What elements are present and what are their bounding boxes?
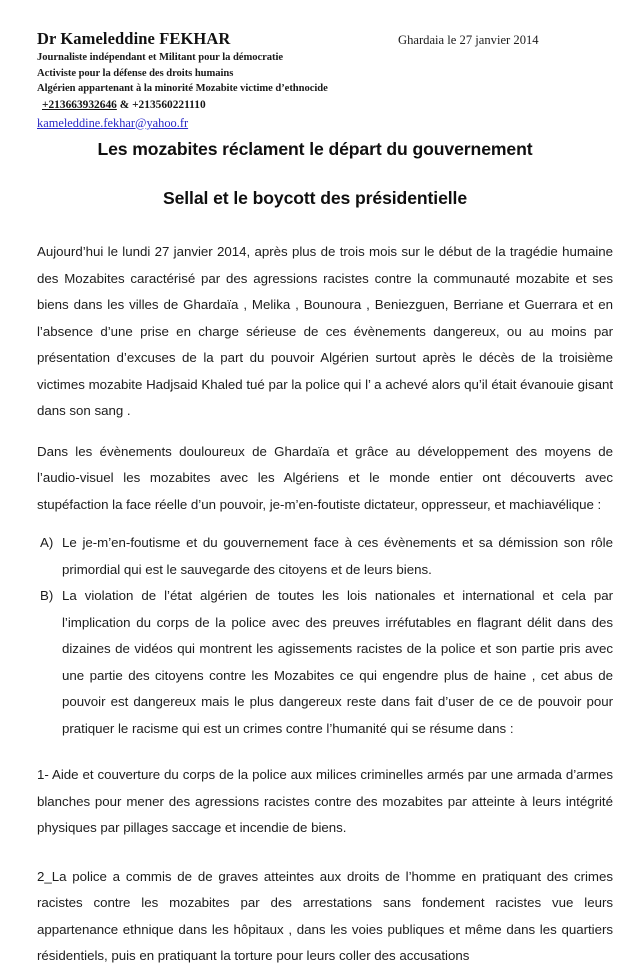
sender-phone-line bbox=[37, 97, 437, 114]
grievance-list bbox=[37, 530, 613, 742]
sender-role-journalist: Journaliste indépendant et Militant pour la démocratie bbox=[37, 52, 284, 64]
sender-role-activist: Activiste pour la défense des droits humains bbox=[37, 67, 234, 79]
phone-secondary: +213560221110 bbox=[132, 98, 206, 111]
sender-email-link[interactable]: kameleddine.fekhar@yahoo.fr bbox=[37, 115, 189, 130]
title-block bbox=[0, 139, 630, 209]
phone-separator: & bbox=[119, 98, 130, 111]
dateline: Ghardaia le 27 janvier 2014 bbox=[398, 33, 539, 47]
list-item-marker: B) bbox=[40, 588, 54, 604]
list-item-text: La violation de l’état algérien de toutes les lois nationales et international et cela par l’implication du corps de la police avec des preuves irréfutables en flagrant délit dans des dizaines de vidéos qui montrent les agissements racistes de la police et son partie pris avec une partie des citoyens contre les Mozabites ce qui engendre plus de haine , cet abus de pouvoir est dangereux mais le plus dangereux reste dans fait d’user de ce de pouvoir pour pratiquer le racisme qui est un crimes contre l’humanité qui se résume dans : bbox=[62, 588, 613, 736]
page-title: Les mozabites réclament le départ du gouvernement bbox=[97, 139, 533, 159]
paragraph-ghardaia-events: Dans les évènements douloureux de Ghardaïa et grâce au développement des moyens de l’audio-visuel les mozabites avec les Algériens et le monde entier ont découverts avec stupéfaction la face réelle d’un pouvoir, je-m’en-foutiste dictateur, oppresseur, et machiavélique : bbox=[37, 443, 613, 512]
phone-primary: +213663932646 bbox=[42, 98, 117, 111]
sender-role-minority: Algérien appartenant à la minorité Mozabite victime d’ethnocide bbox=[37, 82, 328, 94]
sender-name: Dr Kameleddine FEKHAR bbox=[37, 29, 231, 48]
sender-block bbox=[37, 30, 437, 133]
document-body bbox=[0, 239, 630, 970]
numbered-item-1: 1- Aide et couverture du corps de la police aux milices criminelles armés par une armada d’armes blanches pour mener des agressions racistes contre des mozabites par atteinte à leurs intégrité physiques par pillages saccage et incendie de biens. bbox=[37, 767, 613, 836]
page-subtitle: Sellal et le boycott des présidentielle bbox=[162, 188, 468, 209]
paragraph-intro: Aujourd’hui le lundi 27 janvier 2014, après plus de trois mois sur le début de la tragédie humaine des Mozabites caractérisé par des agressions racistes contre la communauté mozabite et ses biens dans les villes de Ghardaïa , Melika , Bounoura , Beniezguen, Berriane et Guerrara et en l’absence d’une prise en charge sérieuse de ces évènements dangereux, ou au moins par présentation d’excuses de la part du pouvoir Algérien surtout après le décès de la troisième victimes mozabite Hadjsaid Khaled tué par la police qui l’ a achevé alors qu’il était évanouie gisant dans son sang . bbox=[37, 244, 613, 419]
list-item bbox=[40, 530, 613, 583]
list-item-text: Le je-m’en-foutisme et du gouvernement face à ces évènements et sa démission son rôle primordial qui est le sauvegarde des citoyens et de leurs biens. bbox=[62, 535, 613, 577]
numbered-item-2: 2_La police a commis de de graves atteintes aux droits de l’homme en pratiquant des crimes racistes contre les mozabites par des arrestations sans fondement racistes vue leurs appartenance ethnique dans les hôpitaux , dans les voies publiques et même dans les quartiers résidentiels, puis en pratiquant la torture pour leurs coller des accusations bbox=[37, 868, 613, 964]
list-item bbox=[40, 583, 613, 742]
letterhead bbox=[0, 0, 630, 130]
list-item-marker: A) bbox=[40, 535, 54, 551]
